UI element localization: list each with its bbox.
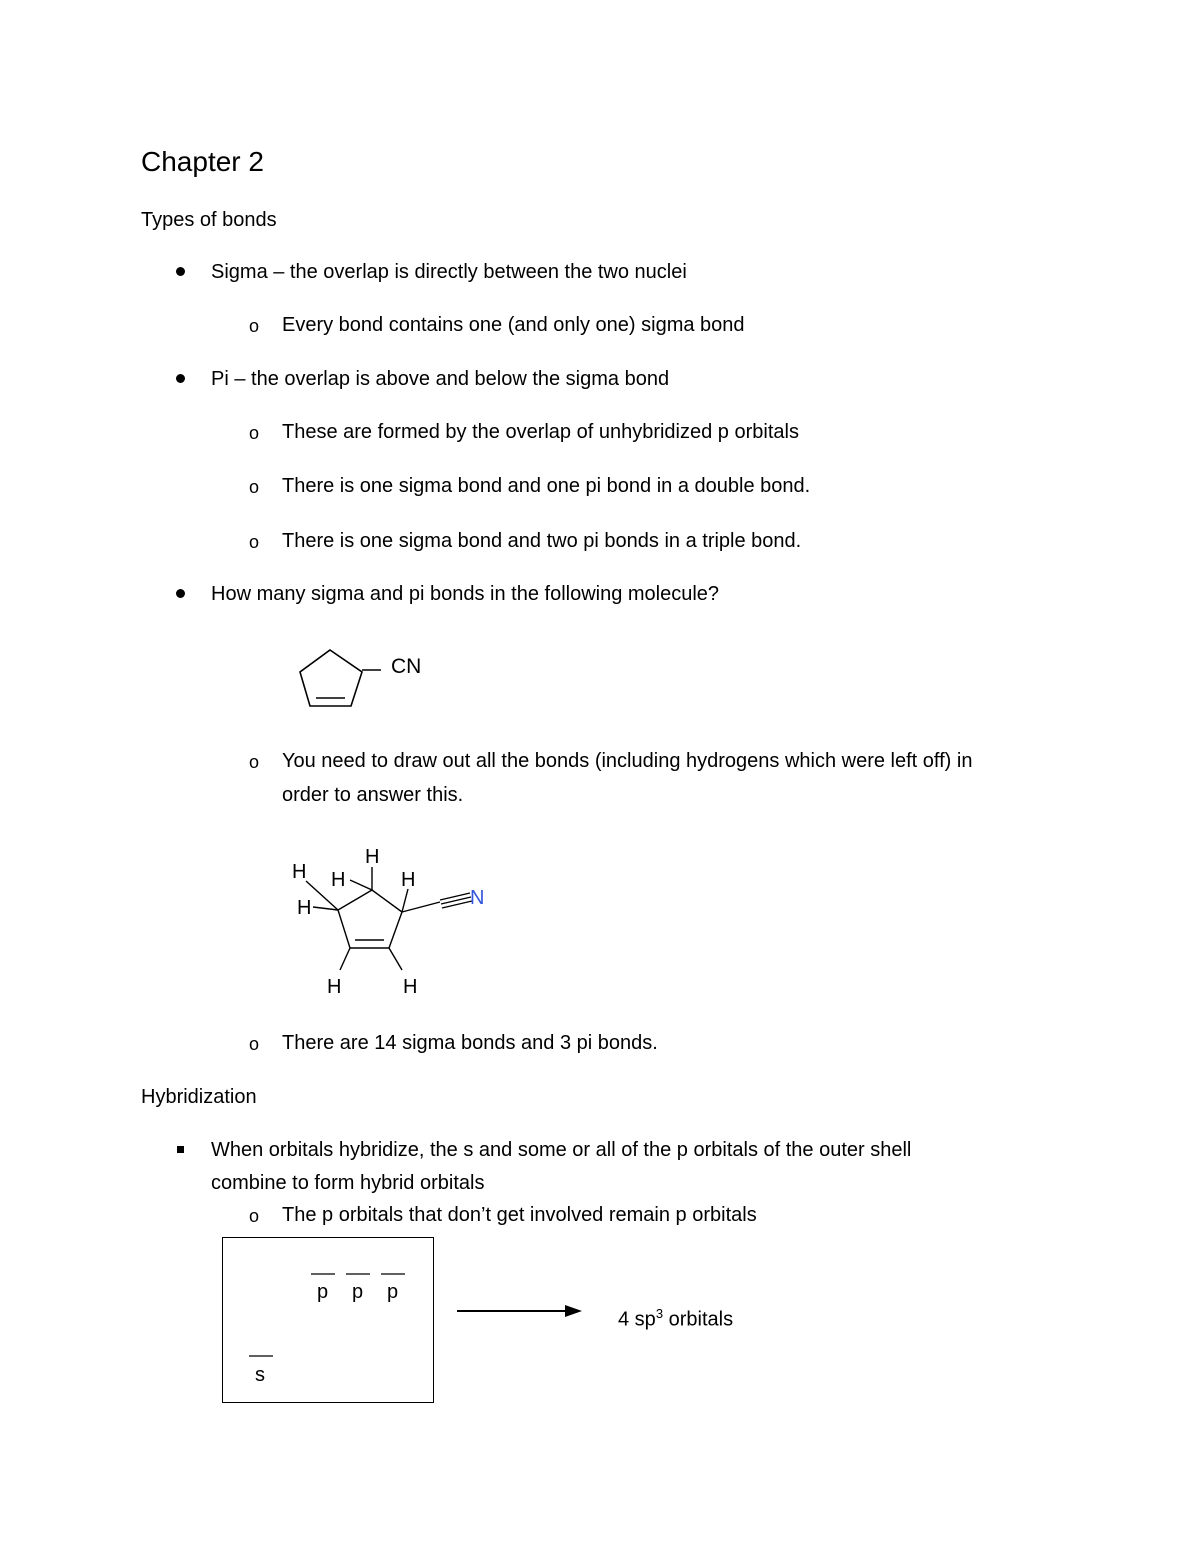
sigma-item: Sigma – the overlap is directly between the two nuclei (211, 261, 687, 283)
pi-sub-item: There is one sigma bond and two pi bonds in a triple bond. (282, 530, 802, 552)
p-orbital-label: p (317, 1281, 329, 1303)
p-orbital-label: p (387, 1281, 399, 1303)
h-atom: H (292, 861, 307, 883)
h-atom: H (331, 869, 346, 891)
sp3-result-label (618, 1302, 733, 1332)
h-atom: H (401, 869, 416, 891)
sp3-superscript: 3 (655, 1306, 664, 1321)
section-heading-hybridization: Hybridization (141, 1086, 257, 1108)
s-orbital-label: s (255, 1364, 265, 1386)
answer-item: There are 14 sigma bonds and 3 pi bonds. (282, 1032, 658, 1054)
n-atom: N (470, 887, 485, 909)
explain-line-1: You need to draw out all the bonds (including hydrogens which were left off) in (282, 750, 973, 772)
bullet-o: o (249, 532, 260, 552)
bullet-o: o (249, 1034, 260, 1054)
section-heading-types-of-bonds: Types of bonds (141, 209, 277, 231)
pi-sub-item: There is one sigma bond and one pi bond in a double bond. (282, 475, 811, 497)
h-atom: H (365, 846, 380, 868)
bullet-o: o (249, 316, 260, 336)
pi-item: Pi – the overlap is above and below the sigma bond (211, 368, 670, 390)
pi-sub-item: These are formed by the overlap of unhybridized p orbitals (282, 421, 799, 443)
hybridization-item-line-2: combine to form hybrid orbitals (211, 1172, 485, 1194)
explain-line-2: order to answer this. (282, 784, 464, 806)
hybridization-item-line-1: When orbitals hybridize, the s and some or all of the p orbitals of the outer shell (211, 1139, 912, 1161)
bullet-o: o (249, 1206, 260, 1226)
hybridization-sub-item: The p orbitals that don’t get involved remain p orbitals (282, 1204, 757, 1226)
bullet-o: o (249, 477, 260, 497)
sp3-suffix: orbitals (663, 1308, 734, 1331)
question-item: How many sigma and pi bonds in the following molecule? (211, 583, 720, 605)
p-orbital-label: p (352, 1281, 364, 1303)
page-title: Chapter 2 (141, 146, 264, 177)
cn-label: CN (391, 655, 422, 678)
sp3-prefix: 4 sp (618, 1308, 656, 1331)
sigma-sub-item: Every bond contains one (and only one) sigma bond (282, 314, 745, 336)
h-atom: H (327, 976, 342, 998)
h-atom: H (297, 897, 312, 919)
bullet-o: o (249, 423, 260, 443)
h-atom: H (403, 976, 418, 998)
bullet-o: o (249, 752, 260, 772)
